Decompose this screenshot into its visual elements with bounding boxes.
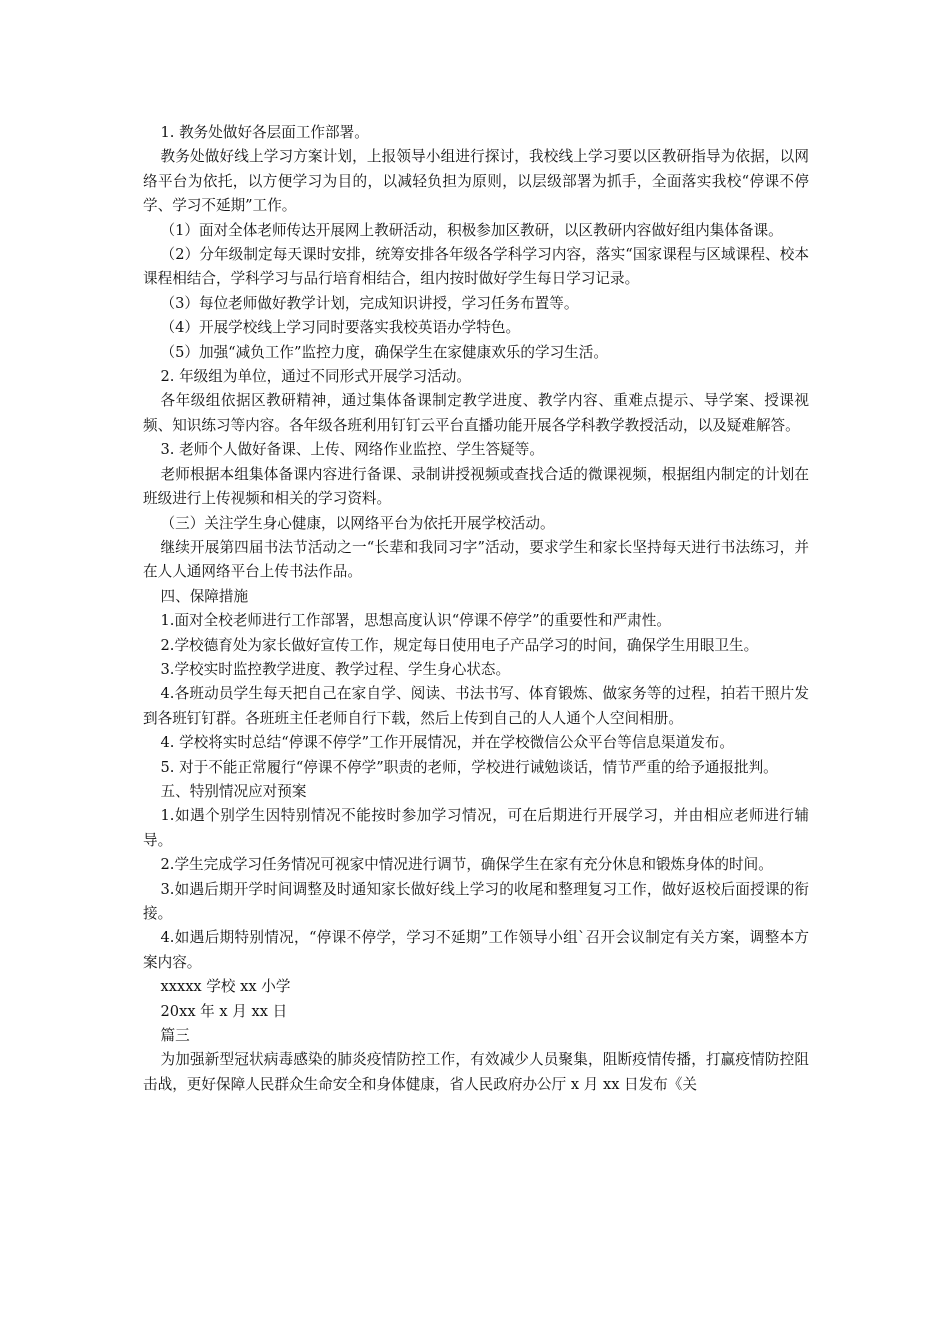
signature-date: 20xx 年 x 月 xx 日	[160, 1002, 288, 1020]
paragraph: 3. 老师个人做好备课、上传、网络作业监控、学生答疑等。	[160, 441, 544, 459]
section-heading: 四、保障措施	[160, 587, 249, 605]
paragraph: （5）加强“减负工作”监控力度，确保学生在家健康欢乐的学习生活。	[160, 343, 608, 361]
section-heading: 篇三	[160, 1027, 190, 1045]
paragraph: 3.学校实时监控教学进度、教学过程、学生身心状态。	[160, 660, 511, 678]
paragraph: 2.学生完成学习任务情况可视家中情况进行调节，确保学生在家有充分休息和锻炼身体的时间。	[160, 856, 773, 874]
paragraph: 4.如遇后期特别情况，“停课不停学，学习不延期”工作领导小组`召开会议制定有关方案，调整本方案内容。	[143, 929, 809, 971]
paragraph: 3.如遇后期开学时间调整及时通知家长做好线上学习的收尾和整理复习工作，做好返校后面授课的衔接。	[143, 880, 809, 922]
paragraph: （1）面对全体老师传达开展网上教研活动，积极参加区教研，以区教研内容做好组内集体备课。	[160, 221, 783, 239]
paragraph: （4）开展学校线上学习同时要落实我校英语办学特色。	[160, 319, 521, 337]
paragraph: 为加强新型冠状病毒感染的肺炎疫情防控工作，有效减少人员聚集，阻断疫情传播，打赢疫情防控阻击战，更好保障人民群众生命安全和身体健康，省人民政府办公厅 x 月 xx 日发布《关	[143, 1051, 809, 1093]
paragraph: 老师根据本组集体备课内容进行备课、录制讲授视频或查找合适的微课视频，根据组内制定的计划在班级进行上传视频和相关的学习资料。	[143, 465, 809, 508]
paragraph: （2）分年级制定每天课时安排，统筹安排各年级各学科学习内容，落实“国家课程与区域课程、校本课程相结合，学科学习与品行培育相结合，组内按时做好学生每日学习记录。	[143, 246, 809, 288]
paragraph: 1. 教务处做好各层面工作部署。	[160, 124, 369, 141]
paragraph: 5. 对于不能正常履行“停课不停学”职责的老师，学校进行诫勉谈话，情节严重的给予通报批判。	[160, 758, 778, 776]
paragraph: 4.各班动员学生每天把自己在家自学、阅读、书法书写、体育锻炼、做家务等的过程，拍若干照片发到各班钉钉群。各班班主任老师自行下载，然后上传到自己的人人通个人空间相册。	[143, 685, 809, 727]
paragraph: 1.面对全校老师进行工作部署，思想高度认识“停课不停学”的重要性和严肃性。	[160, 612, 671, 630]
paragraph: 1.如遇个别学生因特别情况不能按时参加学习情况，可在后期进行开展学习，并由相应老师进行辅导。	[143, 807, 809, 849]
section-heading: 五、特别情况应对预案	[160, 782, 307, 800]
paragraph: 各年级组依据区教研精神，通过集体备课制定教学进度、教学内容、重难点提示、导学案、授课视频、知识练习等内容。各年级各班利用钉钉云平台直播功能开展各学科教学教授活动，以及疑难解答。	[143, 392, 809, 434]
paragraph: 继续开展第四届书法节活动之一“长辈和我同习字”活动，要求学生和家长坚持每天进行书法练习，并在人人通网络平台上传书法作品。	[143, 538, 809, 581]
paragraph: 4. 学校将实时总结“停课不停学”工作开展情况，并在学校微信公众平台等信息渠道发布。	[160, 734, 734, 752]
paragraph: 教务处做好线上学习方案计划，上报领导小组进行探讨，我校线上学习要以区教研指导为依据，以网络平台为依托，以方便学习为目的，以减轻负担为原则，以层级部署为抓手，全面落实我校“停课不停学、学习不延期”工作。	[143, 148, 809, 215]
document-page	[143, 121, 809, 1097]
paragraph: （3）每位老师做好教学计划，完成知识讲授，学习任务布置等。	[160, 294, 579, 312]
paragraph: 2.学校德育处为家长做好宣传工作，规定每日使用电子产品学习的时间，确保学生用眼卫生。	[160, 636, 759, 654]
signature-school: xxxxx 学校 xx 小学	[160, 978, 291, 996]
paragraph: 2. 年级组为单位，通过不同形式开展学习活动。	[160, 368, 471, 386]
paragraph: （三）关注学生身心健康，以网络平台为依托开展学校活动。	[160, 514, 555, 532]
